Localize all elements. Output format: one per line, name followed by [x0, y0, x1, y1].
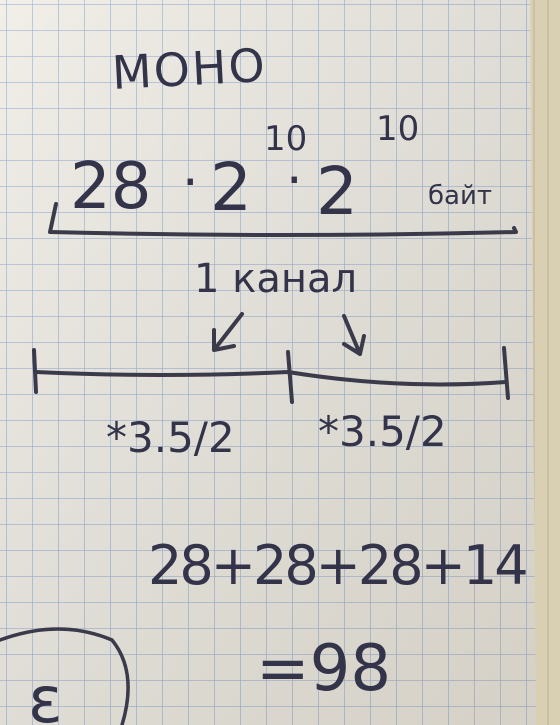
- sum-expression: 28+28+28+14: [148, 534, 526, 597]
- title-mono: МОНО: [110, 37, 268, 100]
- sum-result: =98: [256, 632, 392, 706]
- formula-dot-1: ·: [182, 153, 199, 213]
- formula-exponent-1: 10: [264, 119, 308, 159]
- segment-tick-left: [34, 350, 36, 392]
- split-label-right: *3.5/2: [318, 407, 447, 456]
- circled-mark-symbol: ε: [28, 664, 63, 725]
- formula-unit: байт: [428, 181, 493, 211]
- split-label-left: *3.5/2: [106, 413, 235, 462]
- formula-factor-1: 2: [210, 149, 252, 226]
- channel-label: 1 канал: [194, 256, 358, 302]
- formula-factor-2: 2: [316, 153, 358, 230]
- formula-base: 28: [70, 150, 152, 224]
- formula-dot-2: ·: [286, 151, 303, 211]
- formula-exponent-2: 10: [376, 109, 420, 149]
